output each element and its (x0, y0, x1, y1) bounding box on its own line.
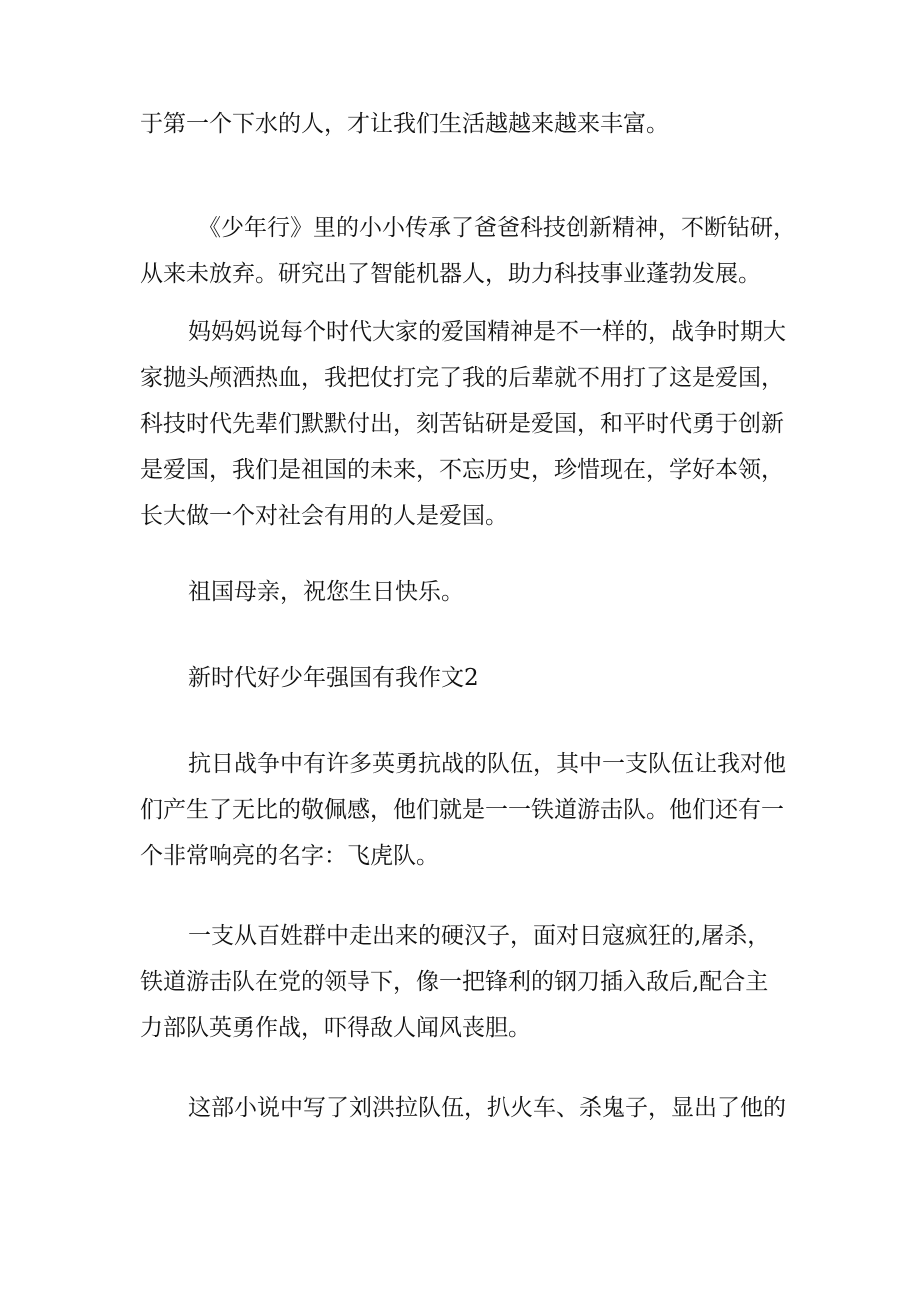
paragraph-line: 铁道游击队在党的领导下，像一把锋利的钢刀插入敌后,配合主 (140, 969, 769, 995)
paragraph-3 (140, 309, 790, 539)
paragraph-7 (140, 1085, 790, 1131)
paragraph-line: 抗日战争中有许多英勇抗战的队伍，其中一支队伍让我对他 (188, 751, 786, 777)
paragraph-line: 从来未放弃。研究出了智能机器人，助力科技事业蓬勃发展。 (140, 261, 761, 287)
paragraph-2 (140, 205, 796, 297)
paragraph-line: 新时代好少年强国有我作文2 (188, 665, 479, 691)
paragraph-line: 长大做一个对社会有用的人是爱国。 (140, 503, 508, 529)
paragraph-line: 于第一个下水的人，才让我们生活越越来越来丰富。 (140, 111, 669, 137)
paragraph-line: 力部队英勇作战，吓得敌人闻风丧胆。 (140, 1015, 531, 1041)
paragraph-line: 妈妈妈说每个时代大家的爱国精神是不一样的，战争时期大 (188, 319, 786, 345)
paragraph-5 (140, 741, 790, 879)
paragraph-line: 个非常响亮的名字：飞虎队。 (140, 843, 439, 869)
paragraph-line: 们产生了无比的敬佩感，他们就是一一铁道游击队。他们还有一 (140, 797, 784, 823)
paragraph-line: 这部小说中写了刘洪拉队伍，扒火车、杀鬼子，显出了他的 (188, 1095, 786, 1121)
paragraph-6 (140, 913, 790, 1051)
paragraph-line: 是爱国，我们是祖国的未来，不忘历史，珍惜现在，学好本领， (140, 457, 784, 483)
paragraph-1 (140, 101, 790, 147)
paragraph-line: 《少年行》里的小小传承了爸爸科技创新精神，不断钻研， (198, 215, 796, 241)
paragraph-4 (140, 569, 790, 615)
section-heading (140, 655, 790, 701)
paragraph-line: 科技时代先辈们默默付出，刻苦钻研是爱国，和平时代勇于创新 (140, 411, 784, 437)
paragraph-line: 祖国母亲，祝您生日快乐。 (188, 579, 464, 605)
paragraph-line: 一支从百姓群中走出来的硬汉子，面对日寇疯狂的,屠杀， (188, 923, 771, 949)
paragraph-line: 家抛头颅洒热血，我把仗打完了我的后辈就不用打了这是爱国， (140, 365, 784, 391)
